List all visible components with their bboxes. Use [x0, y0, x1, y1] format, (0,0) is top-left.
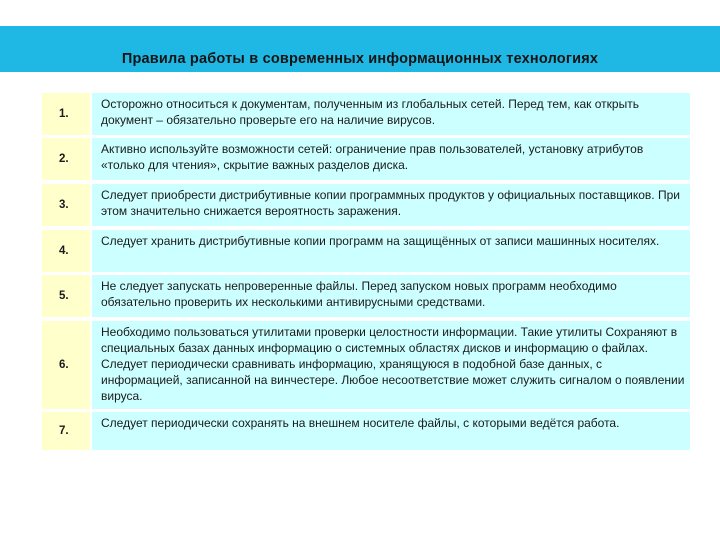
rule-row-1 — [42, 93, 690, 135]
rule-text: Осторожно относиться к документам, полученным из глобальных сетей. Перед тем, как открыть документ – обязательно проверьте его на наличие вирусов. — [101, 97, 639, 127]
rule-number-cell — [42, 230, 90, 272]
rule-number: 7. — [59, 425, 69, 437]
rule-number: 4. — [59, 245, 69, 257]
rule-number: 1. — [59, 108, 69, 120]
page-title: Правила работы в современных информационных технологиях — [121, 51, 599, 67]
rule-number-cell — [42, 412, 90, 450]
rule-number-cell — [42, 275, 90, 317]
rule-row-3 — [42, 184, 690, 226]
rule-number: 3. — [59, 199, 69, 211]
rule-text: Необходимо пользоваться утилитами проверки целостности информации. Такие утилиты Сохраняют в специальных базах данных информацию о системных областях дисков и информацию о файлах. Следует периодически сравнивать информацию, хранящуюся в подобной базе данных, с информацией, записанной на винчестере. Любое несоответствие может служить сигналом о появлении вируса. — [101, 325, 685, 403]
rule-number: 6. — [59, 359, 69, 371]
rule-number: 2. — [59, 153, 69, 165]
rule-text: Следует периодически сохранять на внешнем носителе файлы, с которыми ведётся работа. — [101, 416, 620, 430]
rule-row-2 — [42, 138, 690, 180]
rule-text-cell — [92, 138, 690, 180]
rule-text-cell — [92, 230, 690, 272]
rule-text: Следует хранить дистрибутивные копии программ на защищённых от записи машинных носителях. — [101, 234, 660, 248]
title-bar — [0, 26, 720, 72]
rule-text-cell — [92, 412, 690, 450]
rule-row-5 — [42, 275, 690, 317]
rule-row-6 — [42, 321, 690, 409]
rule-row-7 — [42, 412, 690, 450]
rule-text: Следует приобрести дистрибутивные копии программных продуктов у официальных поставщиков. При этом значительно снижается вероятность заражения. — [101, 188, 680, 218]
rule-text: Не следует запускать непроверенные файлы. Перед запуском новых программ необходимо обязательно проверить их несколькими антивирусными средствами. — [101, 279, 617, 309]
rule-text-cell — [92, 93, 690, 135]
rule-number-cell — [42, 321, 90, 409]
rule-number: 5. — [59, 290, 69, 302]
rule-text-cell — [92, 275, 690, 317]
rule-text-cell — [92, 321, 690, 409]
rule-text-cell — [92, 184, 690, 226]
rule-number-cell — [42, 138, 90, 180]
rule-number-cell — [42, 184, 90, 226]
rule-number-cell — [42, 93, 90, 135]
rule-text: Активно используйте возможности сетей: ограничение прав пользователей, установку атрибутов «только для чтения», скрытие важных разделов диска. — [101, 142, 644, 172]
rule-row-4 — [42, 230, 690, 272]
